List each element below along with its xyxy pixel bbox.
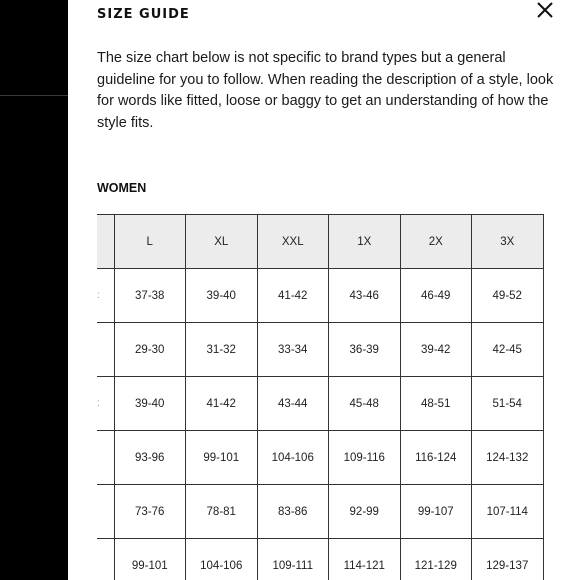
table-cell: 41-42	[186, 377, 258, 431]
table-cell: 99-107	[400, 485, 472, 539]
table-cell: 33-34	[257, 323, 329, 377]
section-title-women: WOMEN	[97, 181, 147, 195]
table-row	[97, 539, 543, 580]
table-cell: 48-51	[400, 377, 472, 431]
table-cell: 39-40	[114, 377, 186, 431]
size-table	[97, 214, 544, 580]
table-cell: 39-40	[186, 269, 258, 323]
table-cell: 29-30	[114, 323, 186, 377]
table-row	[97, 377, 543, 431]
table-cell: 31-32	[186, 323, 258, 377]
table-cell: :	[97, 377, 114, 431]
close-button[interactable]	[534, 0, 556, 22]
table-cell: 93-96	[114, 431, 186, 485]
table-cell: 109-116	[329, 431, 401, 485]
table-header-cell: 2X	[400, 215, 472, 269]
backdrop-divider	[0, 95, 68, 96]
table-cell: 109-111	[257, 539, 329, 580]
table-cell	[97, 431, 114, 485]
table-row	[97, 431, 543, 485]
table-cell: 73-76	[114, 485, 186, 539]
size-guide-modal	[68, 0, 580, 580]
table-cell: 41-42	[257, 269, 329, 323]
table-cell: 99-101	[114, 539, 186, 580]
table-cell: 121-129	[400, 539, 472, 580]
table-row	[97, 323, 543, 377]
table-header-cell: XXL	[257, 215, 329, 269]
table-cell: 39-42	[400, 323, 472, 377]
table-cell: 104-106	[186, 539, 258, 580]
table-cell: 46-49	[400, 269, 472, 323]
table-cell: 49-52	[472, 269, 544, 323]
table-header-row	[97, 215, 543, 269]
table-cell: 92-99	[329, 485, 401, 539]
table-cell: 43-46	[329, 269, 401, 323]
table-cell: :	[97, 269, 114, 323]
table-cell: 129-137	[472, 539, 544, 580]
table-cell: 43-44	[257, 377, 329, 431]
size-table-scroll[interactable]	[97, 214, 544, 580]
table-cell	[97, 323, 114, 377]
table-cell: 99-101	[186, 431, 258, 485]
table-header-cell: 3X	[472, 215, 544, 269]
table-cell: 51-54	[472, 377, 544, 431]
size-guide-description: The size chart below is not specific to brand types but a general guideline for you to follow. When reading the description of a style, look for words like fitted, loose or baggy to get an understanding of how the style fits.	[97, 50, 554, 131]
table-header-cell: L	[114, 215, 186, 269]
close-icon	[534, 0, 556, 22]
table-cell: 83-86	[257, 485, 329, 539]
table-cell: 114-121	[329, 539, 401, 580]
table-cell: 42-45	[472, 323, 544, 377]
table-header-cell	[97, 215, 114, 269]
table-cell: 107-114	[472, 485, 544, 539]
table-cell	[97, 485, 114, 539]
modal-title: SIZE GUIDE	[97, 7, 190, 22]
table-cell: 124-132	[472, 431, 544, 485]
table-header-cell: XL	[186, 215, 258, 269]
table-row	[97, 269, 543, 323]
table-cell: 104-106	[257, 431, 329, 485]
table-header-cell: 1X	[329, 215, 401, 269]
table-cell: 45-48	[329, 377, 401, 431]
table-row	[97, 485, 543, 539]
table-cell	[97, 539, 114, 580]
table-cell: 37-38	[114, 269, 186, 323]
table-cell: 78-81	[186, 485, 258, 539]
table-cell: 116-124	[400, 431, 472, 485]
table-cell: 36-39	[329, 323, 401, 377]
